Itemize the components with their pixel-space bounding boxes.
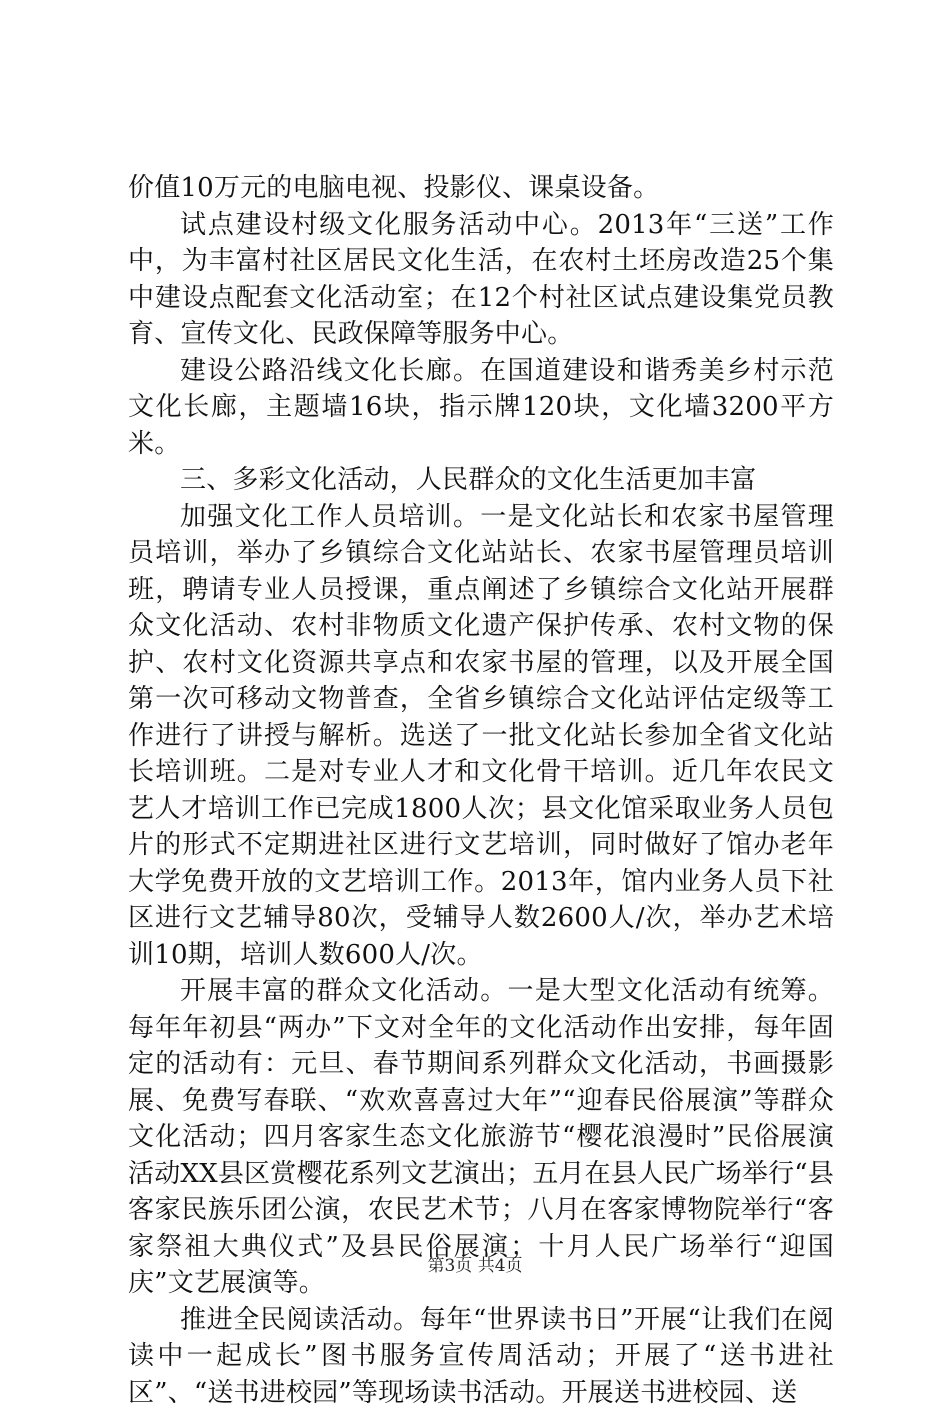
section-heading: 三、多彩文化活动，人民群众的文化生活更加丰富 — [128, 462, 834, 499]
paragraph-4: 加强文化工作人员培训。一是文化站长和农家书屋管理员培训，举办了乡镇综合文化站站长、农家书屋管理员培训班，聘请专业人员授课，重点阐述了乡镇综合文化站开展群众文化活动、农村非物质文化遗产保护传承、农村文物的保护、农村文化资源共享点和农家书屋的管理，以及开展全国第一次可移动文物普查，全省乡镇综合文化站评估定级等工作进行了讲授与解析。选送了一批文化站长参加全省文化站长培训班。二是对专业人才和文化骨干培训。近几年农民文艺人才培训工作已完成1800人次；县文化馆采取业务人员包片的形式不定期进社区进行文艺培训，同时做好了馆办老年大学免费开放的文艺培训工作。2013年，馆内业务人员下社区进行文艺辅导80次，受辅导人数2600人/次，举办艺术培训10期，培训人数600人/次。 — [128, 499, 834, 974]
paragraph-5: 开展丰富的群众文化活动。一是大型文化活动有统筹。每年年初县“两办”下文对全年的文化活动作出安排，每年固定的活动有：元旦、春节期间系列群众文化活动，书画摄影展、免费写春联、“欢欢喜喜过大年”“迎春民俗展演”等群众文化活动；四月客家生态文化旅游节“樱花浪漫时”民俗展演活动XX县区赏樱花系列文艺演出；五月在县人民广场举行“县客家民族乐团公演，农民艺术节；八月在客家博物院举行“客家祭祖大典仪式”及县民俗展演；十月人民广场举行“迎国庆”文艺展演等。 — [128, 973, 834, 1302]
page-footer: 第3页 共4页 — [0, 1254, 950, 1278]
paragraph-6: 推进全民阅读活动。每年“世界读书日”开展“让我们在阅读中一起成长”图书服务宣传周活动；开展了“送书进社区”、“送书进校园”等现场读书活动。开展送书进校园、送 — [128, 1302, 834, 1411]
paragraph-2: 试点建设村级文化服务活动中心。2013年“三送”工作中，为丰富村社区居民文化生活，在农村土坯房改造25个集中建设点配套文化活动室；在12个村社区试点建设集党员教育、宣传文化、民政保障等服务中心。 — [128, 207, 834, 353]
document-page — [128, 170, 834, 1411]
paragraph-3: 建设公路沿线文化长廊。在国道建设和谐秀美乡村示范文化长廊，主题墙16块，指示牌120块，文化墙3200平方米。 — [128, 353, 834, 463]
paragraph-1: 价值10万元的电脑电视、投影仪、课桌设备。 — [128, 170, 834, 207]
